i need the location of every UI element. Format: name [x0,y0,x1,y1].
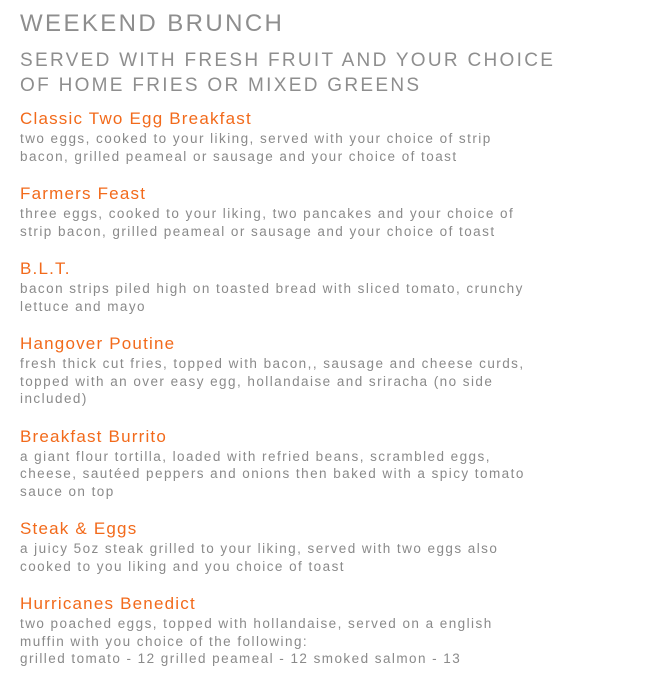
menu-items-list [20,108,640,668]
menu-subtitle-line: OF HOME FRIES OR MIXED GREENS [20,75,422,96]
menu-title: WEEKEND BRUNCH [20,10,285,37]
menu-item-name: Farmers Feast [20,184,147,203]
description-line: grilled tomato - 12 grilled peameal - 12 smoked salmon - 13 [20,651,462,666]
menu-item-description [20,130,640,165]
menu-item-description [20,448,640,501]
description-line: bacon, grilled peameal or sausage and your choice of toast [20,148,458,164]
menu-item [20,183,640,240]
menu-item [20,258,640,315]
menu-subtitle [20,48,640,98]
description-line: two poached eggs, topped with hollandaise, served on a english [20,616,493,631]
menu-item-name: Hurricanes Benedict [20,594,196,613]
description-line: included) [20,391,88,406]
menu-item-name: Hangover Poutine [20,334,176,353]
menu-item-name: Steak & Eggs [20,519,138,538]
description-line: lettuce and mayo [20,298,147,314]
menu-item-name: Classic Two Egg Breakfast [20,109,252,128]
description-line: two eggs, cooked to your liking, served with your choice of strip [20,131,492,146]
menu-item-description [20,280,640,315]
description-line: topped with an over easy egg, hollandaise and sriracha (no side [20,373,494,389]
menu-item-description [20,540,640,575]
description-line: sauce on top [20,483,115,499]
menu-page [20,8,640,686]
menu-item [20,108,640,165]
menu-subtitle-line: SERVED WITH FRESH FRUIT AND YOUR CHOICE [20,50,556,71]
menu-item [20,333,640,408]
menu-item-name: Breakfast Burrito [20,426,168,446]
menu-item [20,518,640,575]
description-line: bacon strips piled high on toasted bread with sliced tomato, crunchy [20,281,524,296]
description-line: a giant flour tortilla, loaded with refried beans, scrambled eggs, [20,448,491,464]
description-line: fresh thick cut fries, topped with bacon,, sausage and cheese curds, [20,356,525,371]
menu-item-description [20,355,640,408]
description-line: three eggs, cooked to your liking, two pancakes and your choice of [20,206,515,221]
menu-item-name: B.L.T. [20,259,71,278]
description-line: cheese, sautéed peppers and onions then baked with a spicy tomato [20,466,525,481]
menu-item [20,426,640,501]
description-line: strip bacon, grilled peameal or sausage and your choice of toast [20,223,496,239]
menu-item-description [20,205,640,240]
menu-item-description [20,615,640,668]
description-line: cooked to you liking and you choice of toast [20,558,345,574]
menu-item [20,593,640,668]
description-line: muffin with you choice of the following: [20,633,309,649]
description-line: a juicy 5oz steak grilled to your liking, served with two eggs also [20,541,499,556]
